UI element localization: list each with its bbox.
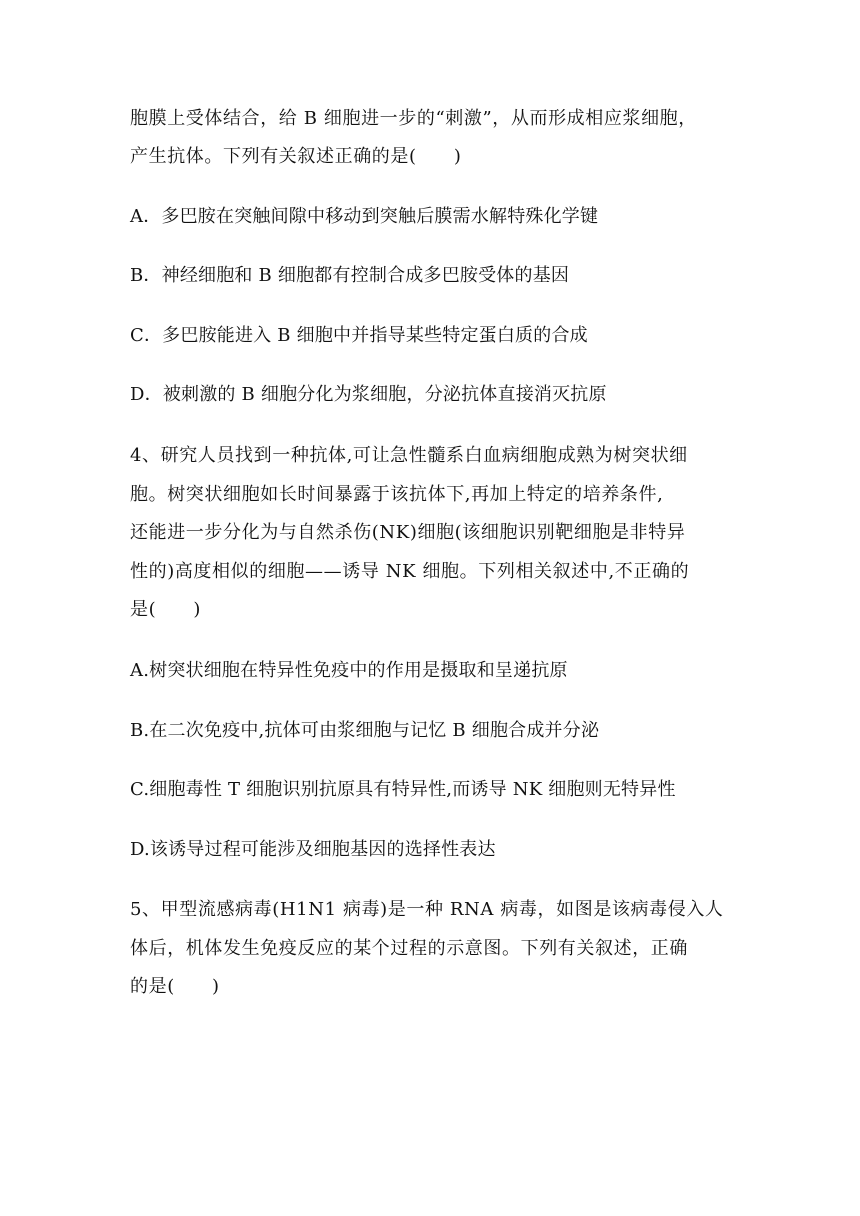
q3-option-b: B．神经细胞和 B 细胞都有控制合成多巴胺受体的基因 (130, 265, 570, 286)
q5-stem-line-1: 5、甲型流感病毒(H1N1 病毒)是一种 RNA 病毒，如图是该病毒侵入人 (130, 899, 724, 920)
q3-stem-line-2: 产生抗体。下列有关叙述正确的是( ) (130, 146, 462, 167)
q4-stem-line-3: 还能进一步分化为与自然杀伤(NK)细胞(该细胞识别靶细胞是非特异 (130, 522, 686, 543)
q4-option-a: A.树突状细胞在特异性免疫中的作用是摄取和呈递抗原 (130, 660, 568, 681)
q4-stem-line-2: 胞。树突状细胞如长时间暴露于该抗体下,再加上特定的培养条件, (130, 484, 664, 505)
q4-option-c: C.细胞毒性 T 细胞识别抗原具有特异性,而诱导 NK 细胞则无特异性 (130, 779, 676, 800)
q3-stem-line-1: 胞膜上受体结合，给 B 细胞进一步的“刺激”，从而形成相应浆细胞， (130, 108, 697, 129)
q4-option-b: B.在二次免疫中,抗体可由浆细胞与记忆 B 细胞合成并分泌 (130, 720, 600, 741)
q4-stem-line-1: 4、研究人员找到一种抗体,可让急性髓系白血病细胞成熟为树突状细 (130, 445, 688, 466)
q4-stem-line-4: 性的)高度相似的细胞——诱导 NK 细胞。下列相关叙述中,不正确的 (130, 561, 690, 582)
q3-option-d: D．被刺激的 B 细胞分化为浆细胞，分泌抗体直接消灭抗原 (130, 384, 607, 405)
q5-stem-line-3: 的是( ) (130, 976, 220, 997)
q3-option-c: C．多巴胺能进入 B 细胞中并指导某些特定蛋白质的合成 (130, 325, 588, 346)
q3-option-a: A．多巴胺在突触间隙中移动到突触后膜需水解特殊化学键 (130, 206, 599, 227)
q5-stem-line-2: 体后，机体发生免疫反应的某个过程的示意图。下列有关叙述，正确 (130, 938, 688, 959)
q4-stem-line-5: 是( ) (130, 599, 202, 620)
q4-option-d: D.该诱导过程可能涉及细胞基因的选择性表达 (130, 839, 496, 860)
